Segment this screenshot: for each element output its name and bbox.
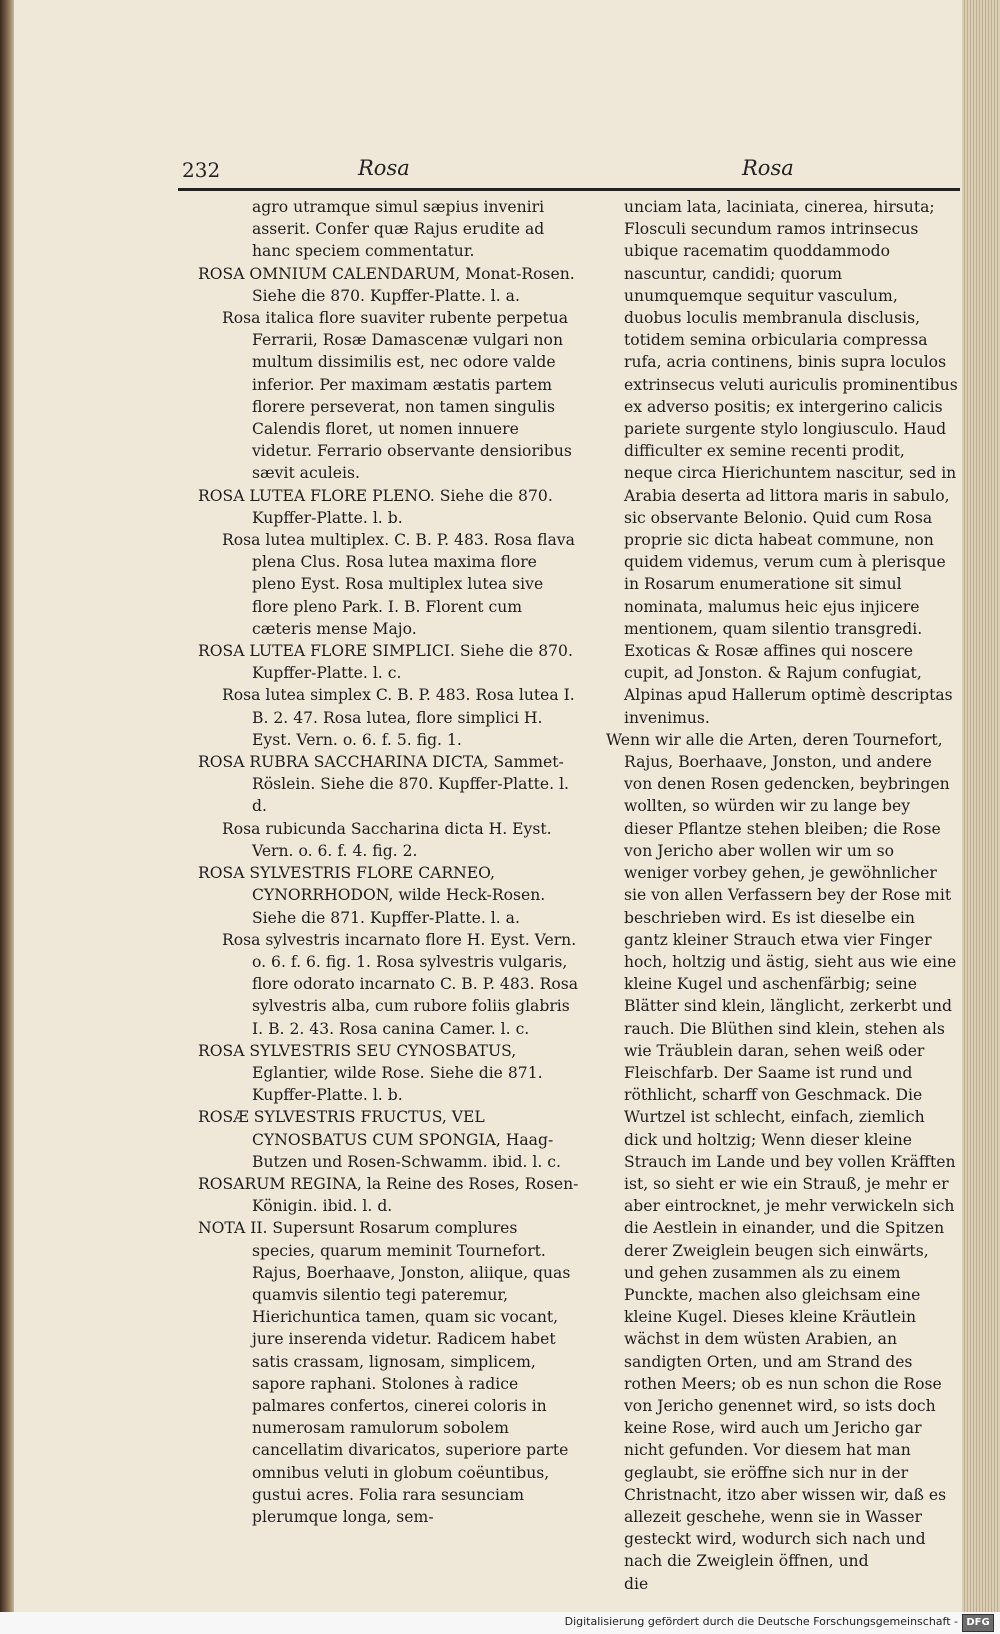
- text-paragraph: ROSÆ SYLVESTRIS FRUCTUS, VEL CYNOSBATUS CUM SPONGIA, Haag-Butzen und Rosen-Schwamm. ibid. l. c.: [198, 1108, 561, 1171]
- text-paragraph: Rosa sylvestris incarnato flore H. Eyst. Vern. o. 6. f. 6. fig. 1. Rosa sylvestris vulgaris, flore odorato incarnato C. B. P. 483. Rosa sylvestris alba, cum rubore foliis glabris I. B. 2. 43. Rosa canina Camer. l. c.: [222, 930, 579, 1038]
- page-header: [182, 150, 962, 190]
- text-paragraph: Rosa lutea multiplex. C. B. P. 483. Rosa flava plena Clus. Rosa lutea maxima flore pleno Eyst. Rosa multiplex lutea sive flore pleno Park. I. B. Florent cum cæteris mense Majo.: [222, 531, 575, 638]
- left-column: [198, 196, 583, 1528]
- text-paragraph: ROSA LUTEA FLORE SIMPLICI. Siehe die 870. Kupffer-Platte. l. c.: [198, 642, 573, 683]
- text-paragraph: ROSARUM REGINA, la Reine des Roses, Rosen-Königin. ibid. l. d.: [198, 1174, 579, 1216]
- text-paragraph: ROSA SYLVESTRIS SEU CYNOSBATUS, Eglantier, wilde Rose. Siehe die 871. Kupffer-Platte. l. b.: [198, 1041, 543, 1105]
- text-paragraph: agro utramque simul sæpius inveniri asserit. Confer quæ Rajus erudite ad hanc speciem commentatur.: [252, 198, 545, 261]
- right-column: [606, 196, 958, 1595]
- text-paragraph: die: [624, 1574, 649, 1593]
- text-paragraph: ROSA LUTEA FLORE PLENO. Siehe die 870. Kupffer-Platte. l. b.: [198, 486, 553, 527]
- text-paragraph: ROSA SYLVESTRIS FLORE CARNEO, CYNORRHODON, wilde Heck-Rosen. Siehe die 871. Kupffer-Platte. l. a.: [198, 864, 546, 927]
- text-paragraph: Rosa lutea simplex C. B. P. 483. Rosa lutea I. B. 2. 47. Rosa lutea, flore simplici H. Eyst. Vern. o. 6. f. 5. fig. 1.: [222, 686, 575, 749]
- text-paragraph: NOTA II. Supersunt Rosarum complures species, quarum meminit Tournefort. Rajus, Boerhaave, Jonston, aliique, quas quamvis silentio tegi pateremur, Hierichuntica tamen, quam sic vocant, jure inserenda videtur. Radicem habet satis crassam, lignosam, simplicem, sapore raphani. Stolones à radice palmares confertos, cinerei coloris in numerosam ramulorum sobolem cancellatim divaricatos, superiore parte omnibus veluti in globum coëuntibus, gustui acres. Folia rara sesunciam plerumque longa, sem-: [198, 1219, 571, 1526]
- dfg-logo: DFG: [962, 1614, 994, 1632]
- text-paragraph: ROSA OMNIUM CALENDARUM, Monat-Rosen. Siehe die 870. Kupffer-Platte. l. a.: [198, 264, 575, 305]
- running-head-right: Rosa: [742, 156, 794, 180]
- header-rule: [178, 188, 960, 191]
- running-head-left: Rosa: [358, 156, 410, 180]
- page-edges: [962, 0, 1000, 1634]
- text-paragraph: Rosa rubicunda Saccharina dicta H. Eyst. Vern. o. 6. f. 4. fig. 2.: [222, 819, 552, 860]
- text-paragraph: ROSA RUBRA SACCHARINA DICTA, Sammet-Röslein. Siehe die 870. Kupffer-Platte. l. d.: [198, 753, 570, 816]
- page-number: 232: [182, 158, 221, 182]
- footer-bar: [0, 1612, 1000, 1634]
- text-paragraph: unciam lata, laciniata, cinerea, hirsuta; Flosculi secundum ramos intrinsecus ubique racematim quoddammodo nascuntur, candidi; quorum unumquemque sequitur vasculum, duobus loculis membranula disclusis, totidem semina orbicularia compressa rufa, acria continens, binis supra loculos extrinsecus veluti auriculis prominentibus ex adverso positis; ex intergerino calicis pariete surgente stylo longiusculo. Haud difficulter ex semine recenti prodit, neque circa Hierichuntem nascitur, sed in Arabia deserta ad littora maris in sabulo, sic observante Belonio. Quid cum Rosa proprie sic dicta habeat commune, non quidem videmus, verum cum à plerisque in Rosarum enumeratione sit simul nominata, malumus heic ejus injicere mentionem, quam silentio transgredi. Exoticas & Rosæ affines qui noscere cupit, ad Jonston. & Rajum confugiat, Alpinas apud Hallerum optimè descriptas invenimus.: [624, 198, 958, 727]
- text-paragraph: Rosa italica flore suaviter rubente perpetua Ferrarii, Rosæ Damascenæ vulgari non multum dissimilis est, nec odore valde inferior. Per maximam æstatis partem florere perseverat, non tamen singulis Calendis floret, ut nomen innuere videtur. Ferrario observante densioribus sævit aculeis.: [222, 309, 572, 483]
- text-paragraph: Wenn wir alle die Arten, deren Tournefort, Rajus, Boerhaave, Jonston, und andere von denen Rosen gedencken, beybringen wollten, so würden wir zu lange bey dieser Pflantze stehen bleiben; die Rose von Jericho aber wollen wir um so weniger vorbey gehen, je gewöhnlicher sie von allen Verfassern bey der Rose mit beschrieben wird. Es ist dieselbe ein gantz kleiner Strauch etwa vier Finger hoch, holtzig und ästig, sieht aus wie eine kleine Kugel und aschenfärbig; seine Blätter sind klein, länglicht, zerkerbt und rauch. Die Blüthen sind klein, stehen als wie Träublein daran, sehen weiß oder Fleischfarb. Der Saame ist rund und röthlicht, scharff von Geschmack. Die Wurtzel ist schlecht, einfach, ziemlich dick und holtzig; Wenn dieser kleine Strauch im Lande und bey vollen Kräfften ist, so sieht er wie ein Strauß, je mehr er aber eintrocknet, je mehr verwickeln sich die Aestlein in einander, und die Spitzen derer Zweiglein beugen sich einwärts, und gehen zusammen als zu einem Punckte, machen also gleichsam eine kleine Kugel. Dieses kleine Kräutlein wächst in dem wüsten Arabien, an sandigten Orten, und am Strand des rothen Meers; ob es nun schon die Rose von Jericho genennet wird, so ists doch keine Rose, wird auch um Jericho gar nicht gefunden. Vor diesem hat man geglaubt, sie eröffne sich nur in der Christnacht, itzo aber wissen wir, daß es allezeit geschehe, wenn sie in Wasser gesteckt wird, wodurch sich nach und nach die Zweiglein öffnen, und: [606, 730, 957, 1571]
- book-spine: [0, 0, 14, 1634]
- footer-credit: Digitalisierung gefördert durch die Deutsche Forschungsgemeinschaft -: [564, 1615, 958, 1628]
